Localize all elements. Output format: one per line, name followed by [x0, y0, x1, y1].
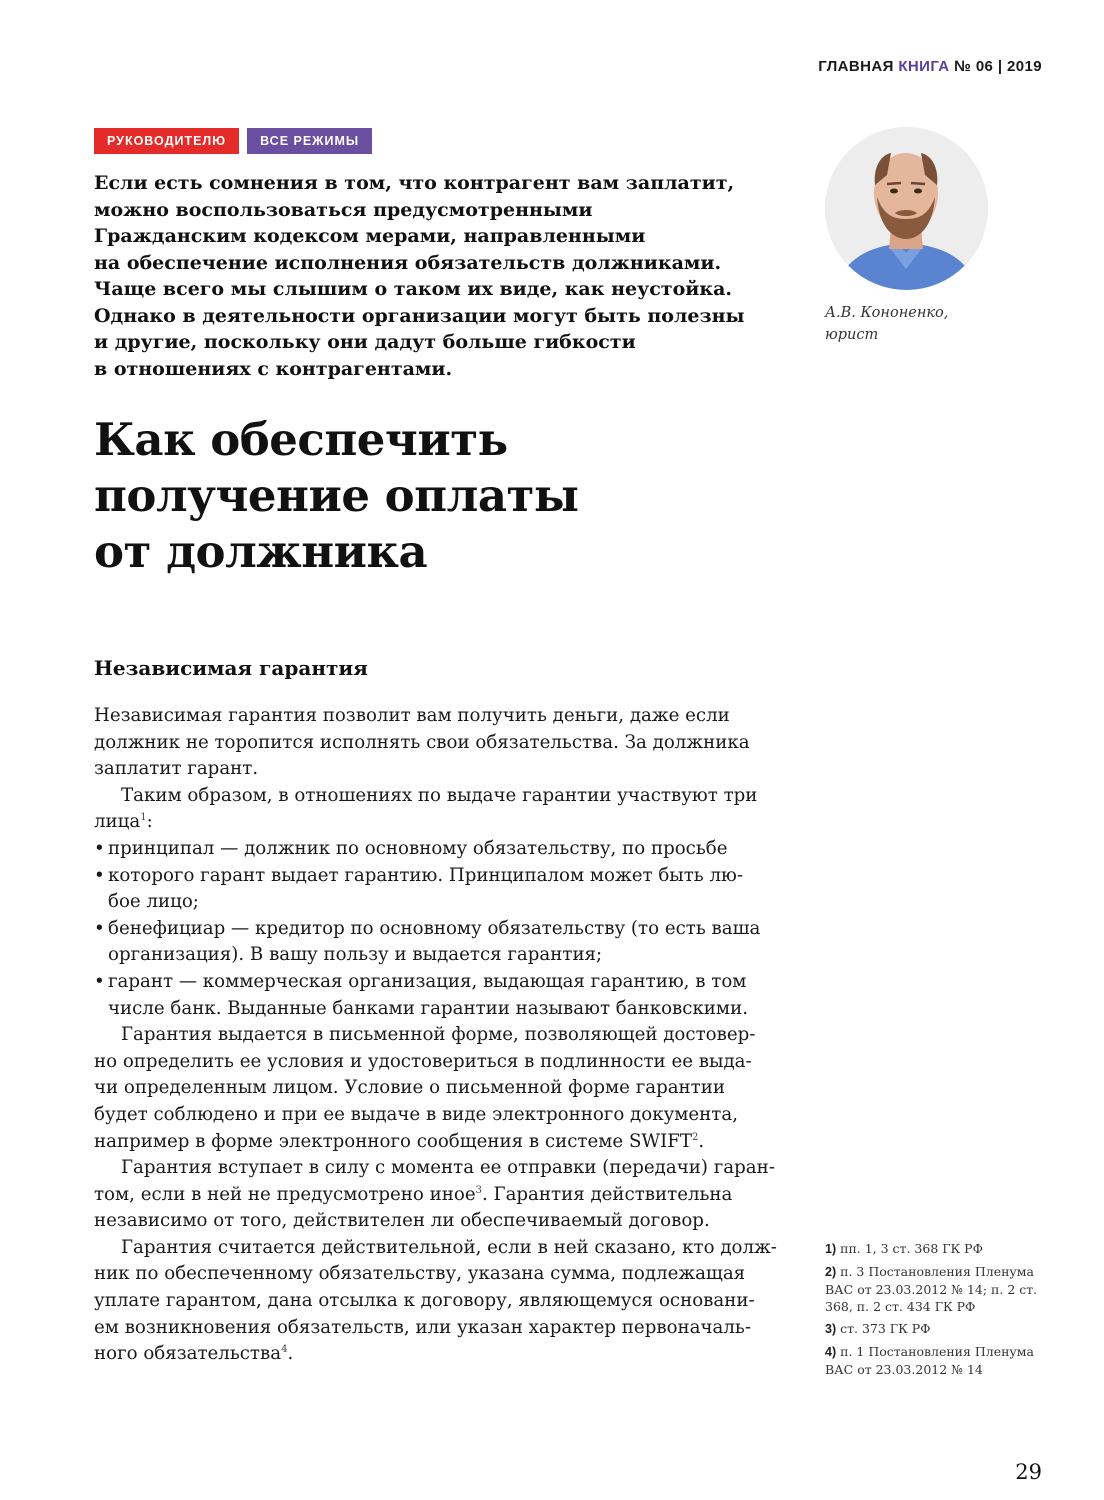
- footnote-ref: 3: [475, 1184, 482, 1196]
- body-line: уплате гарантом, дана отсылка к договору, являющемуся основани-: [94, 1290, 755, 1312]
- body-text: .: [287, 1343, 294, 1365]
- title-line: от должника: [94, 525, 428, 578]
- footnote-text: п. 1 Постановления Пленума ВАС от 23.03.2012 № 14: [825, 1344, 1034, 1377]
- masthead-name-accent: КНИГА: [898, 58, 950, 75]
- body-line: • которого гарант выдает гарантию. Принципалом может быть лю-: [94, 863, 774, 890]
- body-line: [94, 809, 774, 836]
- body-text: например в форме электронного сообщения в системе SWIFT: [94, 1130, 693, 1152]
- tag-managers: РУКОВОДИТЕЛЮ: [94, 128, 239, 154]
- lead-paragraph: [94, 170, 784, 382]
- body-line: Гарантия считается действительной, если в ней сказано, кто долж-: [121, 1236, 777, 1258]
- body-text: .: [698, 1130, 705, 1152]
- body-line: заплатит гарант.: [94, 758, 259, 780]
- footnotes: [825, 1240, 1055, 1383]
- body-line: организация). В вашу пользу и выдается гарантия;: [108, 944, 603, 966]
- body-line: но определить ее условия и удостовериться в подлинности ее выда-: [94, 1050, 752, 1072]
- title-line: Как обеспечить: [94, 413, 508, 466]
- body-line: [94, 1341, 774, 1368]
- lead-line: Гражданским кодексом мерами, направленными: [94, 225, 646, 247]
- body-text: лица: [94, 811, 141, 833]
- body-line: должник не торопится исполнять свои обязательства. За должника: [94, 731, 750, 753]
- article-body: [94, 703, 777, 1368]
- author-portrait-icon: [825, 127, 988, 290]
- body-line: чи определенным лицом. Условие о письменной форме гарантии: [94, 1077, 725, 1099]
- author-caption: [825, 302, 948, 346]
- page-number: 29: [1015, 1460, 1042, 1484]
- footnote-ref: 2: [692, 1131, 699, 1143]
- footnote-ref: 1: [140, 812, 147, 824]
- body-line: бое лицо;: [108, 891, 199, 913]
- body-line: будет соблюдено и при ее выдаче в виде электронного документа,: [94, 1103, 738, 1125]
- footnote: [825, 1343, 1055, 1378]
- lead-line: Если есть сомнения в том, что контрагент вам заплатит,: [94, 172, 735, 194]
- magazine-masthead: [818, 58, 1042, 75]
- body-line: числе банк. Выданные банками гарантии называют банковскими.: [108, 997, 748, 1019]
- lead-line: в отношениях с контрагентами.: [94, 357, 453, 380]
- rubric-tags: [94, 128, 372, 154]
- body-line: • принципал — должник по основному обязательству, по просьбе: [94, 836, 774, 863]
- footnote-number: 3): [825, 1322, 837, 1336]
- list-item: [94, 969, 774, 1022]
- body-line: Гарантия выдается в письменной форме, позволяющей достовер-: [121, 1024, 756, 1046]
- section-heading: Независимая гарантия: [94, 656, 368, 680]
- lead-line: можно воспользоваться предусмотренными: [94, 198, 593, 221]
- body-line: Независимая гарантия позволит вам получить деньги, даже если: [94, 705, 730, 726]
- lead-line: и другие, поскольку они дадут больше гибкости: [94, 331, 636, 353]
- lead-line: на обеспечение исполнения обязательств должниками.: [94, 251, 722, 274]
- title-line: получение оплаты: [94, 469, 579, 522]
- body-line: ник по обеспеченному обязательству, указана сумма, подлежащая: [94, 1263, 746, 1285]
- list-item: [94, 836, 774, 916]
- article-title: [94, 412, 794, 580]
- footnote-number: 1): [825, 1242, 837, 1256]
- footnote-ref: 4: [281, 1344, 288, 1356]
- body-line: Таким образом, в отношениях по выдаче гарантии участвуют три: [121, 784, 758, 806]
- author-role: юрист: [825, 327, 879, 343]
- footnote-text: п. 3 Постановления Пленума ВАС от 23.03.2012 № 14; п. 2 ст. 368, п. 2 ст. 434 ГК РФ: [825, 1264, 1038, 1314]
- masthead-name: ГЛАВНАЯ: [818, 58, 894, 75]
- body-line: [94, 1182, 774, 1209]
- footnote: [825, 1320, 1055, 1338]
- body-text: :: [146, 811, 153, 833]
- body-text: том, если в ней не предусмотрено иное: [94, 1183, 476, 1205]
- body-text: . Гарантия действительна: [481, 1183, 733, 1205]
- list-item: [94, 916, 774, 969]
- footnote-text: пп. 1, 3 ст. 368 ГК РФ: [840, 1241, 983, 1256]
- tag-all-regimes: ВСЕ РЕЖИМЫ: [247, 128, 372, 154]
- author-name: А.В. Кононенко,: [825, 305, 949, 321]
- body-line: ем возникновения обязательств, или указан характер первоначаль-: [94, 1316, 751, 1338]
- body-line: • бенефициар — кредитор по основному обязательству (то есть ваша: [94, 916, 774, 943]
- body-line: Гарантия вступает в силу с момента ее отправки (передачи) гаран-: [121, 1157, 775, 1179]
- issue-number: № 06 | 2019: [954, 58, 1042, 75]
- lead-line: Однако в деятельности организации могут быть полезны: [94, 304, 745, 327]
- author-photo: [825, 127, 988, 290]
- footnote-number: 4): [825, 1345, 837, 1359]
- footnote-text: ст. 373 ГК РФ: [840, 1321, 931, 1336]
- lead-line: Чаще всего мы слышим о таком их виде, как неустойка.: [94, 278, 732, 300]
- body-line: независимо от того, действителен ли обеспечиваемый договор.: [94, 1210, 710, 1232]
- body-text: ного обязательства: [94, 1343, 282, 1365]
- body-line: [94, 1129, 774, 1156]
- footnote-number: 2): [825, 1265, 837, 1279]
- footnote: [825, 1240, 1055, 1258]
- footnote: [825, 1263, 1055, 1315]
- body-line: • гарант — коммерческая организация, выдающая гарантию, в том: [94, 969, 774, 996]
